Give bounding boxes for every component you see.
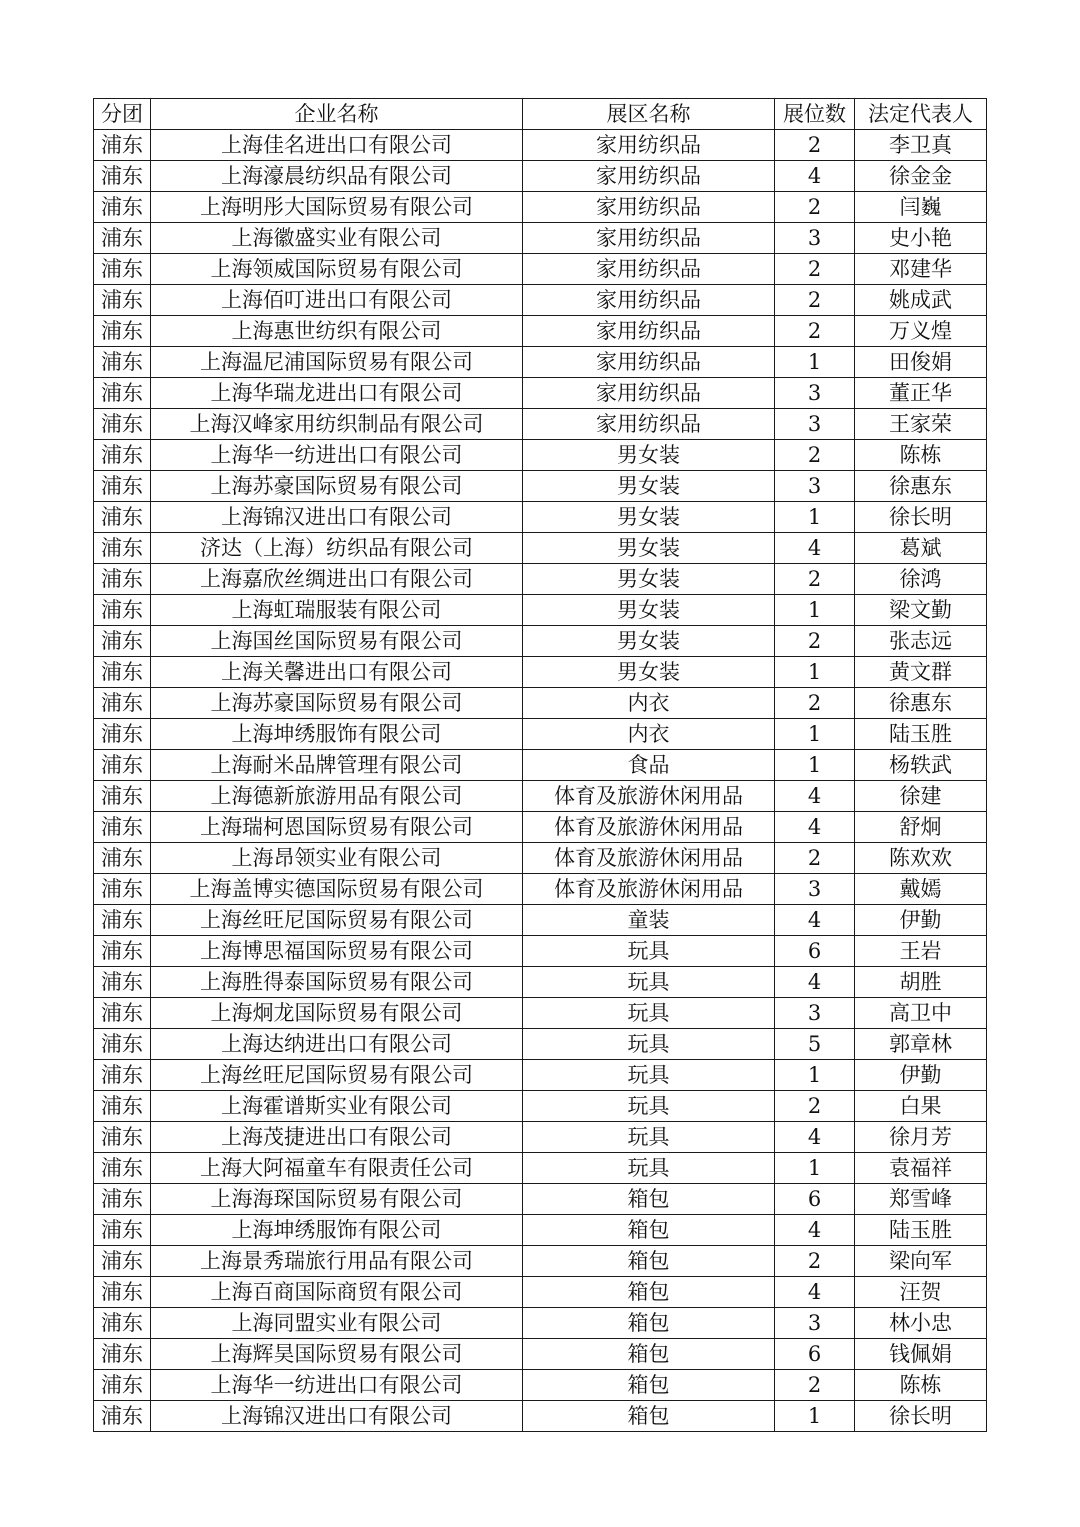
cell-zone: 家用纺织品	[523, 409, 775, 440]
cell-rep: 高卫中	[855, 998, 987, 1029]
cell-booths: 3	[775, 471, 855, 502]
cell-booths: 2	[775, 688, 855, 719]
cell-booths: 6	[775, 1184, 855, 1215]
cell-zone: 家用纺织品	[523, 223, 775, 254]
cell-company: 上海丝旺尼国际贸易有限公司	[151, 1060, 523, 1091]
cell-company: 上海嘉欣丝绸进出口有限公司	[151, 564, 523, 595]
cell-booths: 6	[775, 1339, 855, 1370]
table-row	[94, 1153, 987, 1184]
cell-group: 浦东	[94, 285, 151, 316]
cell-booths: 3	[775, 1308, 855, 1339]
cell-company: 上海霍谱斯实业有限公司	[151, 1091, 523, 1122]
table-body	[94, 130, 987, 1432]
cell-zone: 家用纺织品	[523, 285, 775, 316]
cell-company: 上海炯龙国际贸易有限公司	[151, 998, 523, 1029]
cell-booths: 3	[775, 998, 855, 1029]
cell-group: 浦东	[94, 1029, 151, 1060]
table-row	[94, 595, 987, 626]
cell-booths: 2	[775, 316, 855, 347]
cell-zone: 箱包	[523, 1308, 775, 1339]
table-row	[94, 223, 987, 254]
cell-booths: 2	[775, 285, 855, 316]
cell-rep: 李卫真	[855, 130, 987, 161]
cell-zone: 家用纺织品	[523, 192, 775, 223]
cell-company: 上海华瑞龙进出口有限公司	[151, 378, 523, 409]
cell-company: 济达（上海）纺织品有限公司	[151, 533, 523, 564]
cell-company: 上海佰叮进出口有限公司	[151, 285, 523, 316]
cell-company: 上海辉昊国际贸易有限公司	[151, 1339, 523, 1370]
cell-rep: 胡胜	[855, 967, 987, 998]
cell-company: 上海海琛国际贸易有限公司	[151, 1184, 523, 1215]
cell-booths: 4	[775, 905, 855, 936]
cell-group: 浦东	[94, 874, 151, 905]
cell-booths: 2	[775, 440, 855, 471]
cell-zone: 玩具	[523, 998, 775, 1029]
table-row	[94, 1184, 987, 1215]
cell-group: 浦东	[94, 471, 151, 502]
cell-booths: 5	[775, 1029, 855, 1060]
cell-group: 浦东	[94, 409, 151, 440]
cell-booths: 1	[775, 657, 855, 688]
cell-rep: 徐惠东	[855, 688, 987, 719]
table-row	[94, 1029, 987, 1060]
cell-booths: 4	[775, 1122, 855, 1153]
cell-zone: 男女装	[523, 502, 775, 533]
cell-booths: 2	[775, 843, 855, 874]
cell-zone: 童装	[523, 905, 775, 936]
cell-group: 浦东	[94, 378, 151, 409]
cell-rep: 徐金金	[855, 161, 987, 192]
cell-rep: 徐月芳	[855, 1122, 987, 1153]
cell-company: 上海徽盛实业有限公司	[151, 223, 523, 254]
cell-rep: 戴嫣	[855, 874, 987, 905]
cell-rep: 徐鸿	[855, 564, 987, 595]
cell-group: 浦东	[94, 223, 151, 254]
cell-booths: 1	[775, 595, 855, 626]
cell-company: 上海领威国际贸易有限公司	[151, 254, 523, 285]
cell-rep: 郭章林	[855, 1029, 987, 1060]
cell-company: 上海丝旺尼国际贸易有限公司	[151, 905, 523, 936]
cell-zone: 家用纺织品	[523, 316, 775, 347]
cell-booths: 1	[775, 719, 855, 750]
cell-company: 上海关馨进出口有限公司	[151, 657, 523, 688]
cell-group: 浦东	[94, 1339, 151, 1370]
table-header-row	[94, 99, 987, 130]
cell-group: 浦东	[94, 781, 151, 812]
cell-booths: 1	[775, 1401, 855, 1432]
cell-company: 上海景秀瑞旅行用品有限公司	[151, 1246, 523, 1277]
cell-rep: 汪贺	[855, 1277, 987, 1308]
cell-zone: 玩具	[523, 1029, 775, 1060]
cell-booths: 1	[775, 1060, 855, 1091]
table-row	[94, 1308, 987, 1339]
cell-company: 上海惠世纺织有限公司	[151, 316, 523, 347]
cell-zone: 家用纺织品	[523, 161, 775, 192]
cell-company: 上海汉峰家用纺织制品有限公司	[151, 409, 523, 440]
cell-booths: 3	[775, 409, 855, 440]
cell-zone: 家用纺织品	[523, 130, 775, 161]
cell-company: 上海坤绣服饰有限公司	[151, 719, 523, 750]
cell-group: 浦东	[94, 254, 151, 285]
cell-company: 上海虹瑞服装有限公司	[151, 595, 523, 626]
cell-company: 上海苏豪国际贸易有限公司	[151, 471, 523, 502]
cell-group: 浦东	[94, 1401, 151, 1432]
cell-booths: 4	[775, 967, 855, 998]
table-row	[94, 719, 987, 750]
cell-group: 浦东	[94, 130, 151, 161]
cell-zone: 箱包	[523, 1246, 775, 1277]
cell-group: 浦东	[94, 750, 151, 781]
cell-group: 浦东	[94, 1215, 151, 1246]
cell-booths: 3	[775, 223, 855, 254]
table-row	[94, 1091, 987, 1122]
cell-rep: 梁文勤	[855, 595, 987, 626]
table-row	[94, 161, 987, 192]
table-row	[94, 347, 987, 378]
cell-rep: 梁向军	[855, 1246, 987, 1277]
cell-group: 浦东	[94, 657, 151, 688]
table-row	[94, 502, 987, 533]
table-row	[94, 1060, 987, 1091]
cell-booths: 2	[775, 626, 855, 657]
cell-rep: 黄文群	[855, 657, 987, 688]
cell-company: 上海百商国际商贸有限公司	[151, 1277, 523, 1308]
cell-group: 浦东	[94, 564, 151, 595]
cell-booths: 4	[775, 533, 855, 564]
cell-zone: 箱包	[523, 1370, 775, 1401]
cell-booths: 1	[775, 502, 855, 533]
cell-rep: 史小艳	[855, 223, 987, 254]
cell-booths: 1	[775, 750, 855, 781]
cell-booths: 4	[775, 1277, 855, 1308]
table-row	[94, 998, 987, 1029]
cell-group: 浦东	[94, 1277, 151, 1308]
cell-booths: 2	[775, 130, 855, 161]
cell-group: 浦东	[94, 595, 151, 626]
cell-zone: 男女装	[523, 657, 775, 688]
cell-zone: 男女装	[523, 595, 775, 626]
cell-group: 浦东	[94, 161, 151, 192]
table-row	[94, 378, 987, 409]
cell-rep: 陈栋	[855, 440, 987, 471]
table-row	[94, 750, 987, 781]
cell-rep: 林小忠	[855, 1308, 987, 1339]
cell-zone: 箱包	[523, 1277, 775, 1308]
table-row	[94, 1215, 987, 1246]
cell-company: 上海国丝国际贸易有限公司	[151, 626, 523, 657]
cell-zone: 体育及旅游休闲用品	[523, 812, 775, 843]
cell-zone: 体育及旅游休闲用品	[523, 781, 775, 812]
table-row	[94, 688, 987, 719]
cell-group: 浦东	[94, 502, 151, 533]
table-row	[94, 967, 987, 998]
cell-group: 浦东	[94, 843, 151, 874]
cell-rep: 徐建	[855, 781, 987, 812]
cell-zone: 男女装	[523, 626, 775, 657]
cell-rep: 徐惠东	[855, 471, 987, 502]
cell-rep: 伊勤	[855, 905, 987, 936]
cell-zone: 玩具	[523, 1091, 775, 1122]
cell-rep: 舒炯	[855, 812, 987, 843]
cell-booths: 1	[775, 1153, 855, 1184]
cell-group: 浦东	[94, 1246, 151, 1277]
cell-zone: 内衣	[523, 688, 775, 719]
cell-booths: 2	[775, 254, 855, 285]
cell-rep: 陈栋	[855, 1370, 987, 1401]
header-group: 分团	[94, 99, 151, 130]
cell-zone: 体育及旅游休闲用品	[523, 843, 775, 874]
table-row	[94, 657, 987, 688]
cell-rep: 王家荣	[855, 409, 987, 440]
cell-company: 上海华一纺进出口有限公司	[151, 440, 523, 471]
cell-company: 上海温尼浦国际贸易有限公司	[151, 347, 523, 378]
cell-rep: 白果	[855, 1091, 987, 1122]
table-row	[94, 626, 987, 657]
cell-zone: 箱包	[523, 1215, 775, 1246]
cell-booths: 4	[775, 781, 855, 812]
cell-company: 上海华一纺进出口有限公司	[151, 1370, 523, 1401]
table-row	[94, 471, 987, 502]
cell-group: 浦东	[94, 1091, 151, 1122]
cell-company: 上海大阿福童车有限责任公司	[151, 1153, 523, 1184]
cell-company: 上海瑞柯恩国际贸易有限公司	[151, 812, 523, 843]
table-row	[94, 316, 987, 347]
cell-zone: 内衣	[523, 719, 775, 750]
table-row	[94, 533, 987, 564]
cell-zone: 食品	[523, 750, 775, 781]
cell-booths: 2	[775, 1370, 855, 1401]
cell-rep: 徐长明	[855, 502, 987, 533]
cell-zone: 男女装	[523, 440, 775, 471]
header-rep: 法定代表人	[855, 99, 987, 130]
cell-zone: 玩具	[523, 936, 775, 967]
cell-company: 上海锦汉进出口有限公司	[151, 502, 523, 533]
cell-booths: 4	[775, 1215, 855, 1246]
cell-rep: 王岩	[855, 936, 987, 967]
cell-rep: 钱佩娟	[855, 1339, 987, 1370]
cell-rep: 葛斌	[855, 533, 987, 564]
table-row	[94, 905, 987, 936]
cell-rep: 徐长明	[855, 1401, 987, 1432]
cell-company: 上海坤绣服饰有限公司	[151, 1215, 523, 1246]
cell-company: 上海胜得泰国际贸易有限公司	[151, 967, 523, 998]
cell-company: 上海达纳进出口有限公司	[151, 1029, 523, 1060]
cell-company: 上海同盟实业有限公司	[151, 1308, 523, 1339]
cell-group: 浦东	[94, 1370, 151, 1401]
cell-zone: 男女装	[523, 564, 775, 595]
cell-group: 浦东	[94, 1153, 151, 1184]
cell-group: 浦东	[94, 998, 151, 1029]
cell-rep: 董正华	[855, 378, 987, 409]
table-row	[94, 874, 987, 905]
table-row	[94, 254, 987, 285]
cell-group: 浦东	[94, 936, 151, 967]
cell-rep: 万义煌	[855, 316, 987, 347]
table-row	[94, 1122, 987, 1153]
table-row	[94, 1401, 987, 1432]
cell-group: 浦东	[94, 1122, 151, 1153]
document-sheet	[93, 98, 987, 1432]
cell-zone: 家用纺织品	[523, 347, 775, 378]
cell-booths: 2	[775, 192, 855, 223]
cell-company: 上海濠晨纺织品有限公司	[151, 161, 523, 192]
table-row	[94, 285, 987, 316]
table-row	[94, 843, 987, 874]
table-row	[94, 812, 987, 843]
cell-company: 上海昂领实业有限公司	[151, 843, 523, 874]
cell-zone: 男女装	[523, 533, 775, 564]
cell-booths: 3	[775, 378, 855, 409]
table-row	[94, 130, 987, 161]
cell-group: 浦东	[94, 719, 151, 750]
cell-rep: 陆玉胜	[855, 719, 987, 750]
cell-rep: 袁福祥	[855, 1153, 987, 1184]
table-row	[94, 1277, 987, 1308]
cell-rep: 杨轶武	[855, 750, 987, 781]
cell-group: 浦东	[94, 967, 151, 998]
cell-group: 浦东	[94, 905, 151, 936]
cell-zone: 家用纺织品	[523, 254, 775, 285]
cell-booths: 6	[775, 936, 855, 967]
cell-company: 上海明彤大国际贸易有限公司	[151, 192, 523, 223]
cell-group: 浦东	[94, 347, 151, 378]
table-row	[94, 564, 987, 595]
cell-company: 上海博思福国际贸易有限公司	[151, 936, 523, 967]
cell-zone: 体育及旅游休闲用品	[523, 874, 775, 905]
cell-zone: 箱包	[523, 1339, 775, 1370]
cell-booths: 2	[775, 1246, 855, 1277]
cell-group: 浦东	[94, 316, 151, 347]
cell-group: 浦东	[94, 440, 151, 471]
cell-group: 浦东	[94, 1308, 151, 1339]
cell-zone: 箱包	[523, 1401, 775, 1432]
cell-rep: 张志远	[855, 626, 987, 657]
cell-rep: 闫巍	[855, 192, 987, 223]
cell-company: 上海盖博实德国际贸易有限公司	[151, 874, 523, 905]
cell-company: 上海佳名进出口有限公司	[151, 130, 523, 161]
cell-company: 上海茂捷进出口有限公司	[151, 1122, 523, 1153]
table-row	[94, 440, 987, 471]
cell-company: 上海耐米品牌管理有限公司	[151, 750, 523, 781]
cell-group: 浦东	[94, 688, 151, 719]
table-row	[94, 1370, 987, 1401]
cell-rep: 陈欢欢	[855, 843, 987, 874]
cell-zone: 箱包	[523, 1184, 775, 1215]
header-zone: 展区名称	[523, 99, 775, 130]
table-row	[94, 1246, 987, 1277]
cell-booths: 2	[775, 564, 855, 595]
cell-company: 上海德新旅游用品有限公司	[151, 781, 523, 812]
cell-booths: 1	[775, 347, 855, 378]
cell-company: 上海锦汉进出口有限公司	[151, 1401, 523, 1432]
cell-group: 浦东	[94, 812, 151, 843]
cell-zone: 玩具	[523, 1122, 775, 1153]
cell-company: 上海苏豪国际贸易有限公司	[151, 688, 523, 719]
cell-rep: 郑雪峰	[855, 1184, 987, 1215]
table-row	[94, 409, 987, 440]
cell-booths: 2	[775, 1091, 855, 1122]
cell-rep: 伊勤	[855, 1060, 987, 1091]
table-row	[94, 1339, 987, 1370]
cell-rep: 陆玉胜	[855, 1215, 987, 1246]
table-row	[94, 192, 987, 223]
header-booths: 展位数	[775, 99, 855, 130]
cell-group: 浦东	[94, 1184, 151, 1215]
cell-rep: 邓建华	[855, 254, 987, 285]
cell-group: 浦东	[94, 626, 151, 657]
cell-group: 浦东	[94, 1060, 151, 1091]
exhibitor-table	[93, 98, 987, 1432]
cell-rep: 姚成武	[855, 285, 987, 316]
cell-zone: 玩具	[523, 967, 775, 998]
cell-booths: 3	[775, 874, 855, 905]
cell-booths: 4	[775, 812, 855, 843]
cell-zone: 家用纺织品	[523, 378, 775, 409]
table-row	[94, 781, 987, 812]
cell-group: 浦东	[94, 192, 151, 223]
cell-booths: 4	[775, 161, 855, 192]
cell-zone: 玩具	[523, 1060, 775, 1091]
header-company: 企业名称	[151, 99, 523, 130]
cell-rep: 田俊娟	[855, 347, 987, 378]
cell-group: 浦东	[94, 533, 151, 564]
table-row	[94, 936, 987, 967]
cell-zone: 男女装	[523, 471, 775, 502]
cell-zone: 玩具	[523, 1153, 775, 1184]
